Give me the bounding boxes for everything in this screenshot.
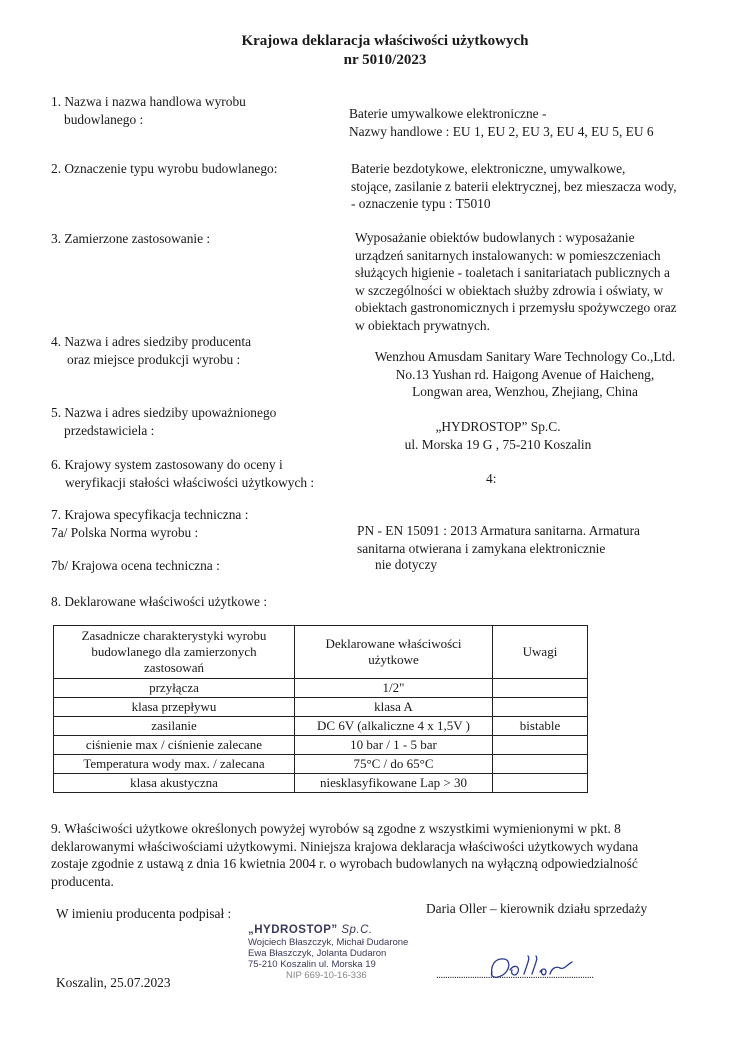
table-header-row <box>54 626 588 679</box>
item-2-label: 2. Oznaczenie typu wyrobu budowlanego: <box>51 161 278 176</box>
cell-value: 75°C / do 65°C <box>295 755 493 774</box>
item-5-label: 5. Nazwa i adres siedziby upoważnionego przedstawiciela : <box>51 405 277 438</box>
signature-line: ...................................................................... <box>436 969 594 981</box>
cell-characteristic: klasa akustyczna <box>54 774 295 793</box>
item-7a-value: PN - EN 15091 : 2013 Armatura sanitarna. Armatura sanitarna otwierana i zamykana elektronicznie <box>357 523 641 556</box>
item-5-value: „HYDROSTOP” Sp.C. ul. Morska 19 G , 75-210 Koszalin <box>404 419 592 452</box>
item-6-label: 6. Krajowy system zastosowany do oceny i weryfikacji stałości właściwości użytkowych : <box>51 457 315 490</box>
signed-by-label: W imieniu producenta podpisał : <box>56 906 232 921</box>
table-row <box>54 774 588 793</box>
item-3-value: Wyposażanie obiektów budowlanych : wyposażanie urządzeń sanitarnych instalowanych: w pomieszczeniach służących higienie - toaletach i sanitariatach publicznych a w szczególności w obiektach służby zdrowia i oświaty, w obiektach gastronomicznych i przemysłu spożywczego oraz w obiektach prywatnych. <box>355 230 677 333</box>
cell-value: 1/2" <box>295 679 493 698</box>
company-stamp: „HYDROSTOP” Sp.C. Wojciech Błaszczyk, Michał Dudarone Ewa Błaszczyk, Jolanta Dudaron 75-210 Koszalin ul. Morska 19 NIP 669-10-16-336 <box>248 924 409 981</box>
table-row <box>54 717 588 736</box>
cell-characteristic: zasilanie <box>54 717 295 736</box>
signer-name: Daria Oller – kierownik działu sprzedaży <box>426 901 648 916</box>
place-date: Koszalin, 25.07.2023 <box>56 975 171 990</box>
item-7b-value: nie dotyczy <box>375 557 438 572</box>
cell-value: DC 6V (alkaliczne 4 x 1,5V ) <box>295 717 493 736</box>
cell-note <box>493 774 588 793</box>
cell-note <box>493 736 588 755</box>
document-title: Krajowa deklaracja właściwości użytkowych <box>241 33 529 49</box>
table-row <box>54 755 588 774</box>
header-declared-properties: Deklarowane właściwości użytkowe <box>295 626 493 679</box>
cell-characteristic: Temperatura wody max. / zalecana <box>54 755 295 774</box>
item-8-label: 8. Deklarowane właściwości użytkowe : <box>51 594 268 609</box>
cell-note <box>493 755 588 774</box>
cell-note <box>493 698 588 717</box>
table-row <box>54 736 588 755</box>
header-characteristics: Zasadnicze charakterystyki wyrobu budowlanego dla zamierzonych zastosowań <box>54 626 295 679</box>
cell-characteristic: przyłącza <box>54 679 295 698</box>
item-4-value: Wenzhou Amusdam Sanitary Ware Technology Co.,Ltd. No.13 Yushan rd. Haigong Avenue of Haicheng, Longwan area, Wenzhou, Zhejiang, China <box>374 349 676 400</box>
item-9-paragraph: 9. Właściwości użytkowe określonych powyżej wyrobów są zgodne z wszystkimi wymienionymi w pkt. 8 deklarowanymi właściwościami użytkowymi. Niniejsza krajowa deklaracja właściwości użytkowych wydana zostaje zgodnie z ustawą z dnia 16 kwietnia 2004 r. o wyrobach budowlanych na wyłączną odpowiedzialność producenta. <box>51 821 639 889</box>
item-7-label: 7. Krajowa specyfikacja techniczna : <box>51 507 249 522</box>
cell-value: 10 bar / 1 - 5 bar <box>295 736 493 755</box>
cell-note: bistable <box>493 717 588 736</box>
table-row <box>54 679 588 698</box>
cell-note <box>493 679 588 698</box>
cell-value: klasa A <box>295 698 493 717</box>
item-6-value: 4: <box>486 471 497 486</box>
item-1-label: 1. Nazwa i nazwa handlowa wyrobu budowlanego : <box>51 94 246 127</box>
item-7a-label: 7a/ Polska Norma wyrobu : <box>51 525 199 540</box>
item-7b-label: 7b/ Krajowa ocena techniczna : <box>51 558 220 573</box>
item-1-value: Baterie umywalkowe elektroniczne - Nazwy handlowe : EU 1, EU 2, EU 3, EU 4, EU 5, EU 6 <box>349 106 654 139</box>
cell-characteristic: ciśnienie max / ciśnienie zalecane <box>54 736 295 755</box>
cell-value: niesklasyfikowane Lap > 30 <box>295 774 493 793</box>
declaration-number: nr 5010/2023 <box>343 52 427 68</box>
table-row <box>54 698 588 717</box>
item-3-label: 3. Zamierzone zastosowanie : <box>51 231 211 246</box>
item-4-label: 4. Nazwa i adres siedziby producenta oraz miejsce produkcji wyrobu : <box>51 334 252 367</box>
header-remarks: Uwagi <box>493 626 588 679</box>
cell-characteristic: klasa przepływu <box>54 698 295 717</box>
item-2-value: Baterie bezdotykowe, elektroniczne, umywalkowe, stojące, zasilanie z baterii elektrycznej, bez mieszacza wody, - oznaczenie typu : T5010 <box>351 161 677 212</box>
properties-table <box>53 625 588 793</box>
